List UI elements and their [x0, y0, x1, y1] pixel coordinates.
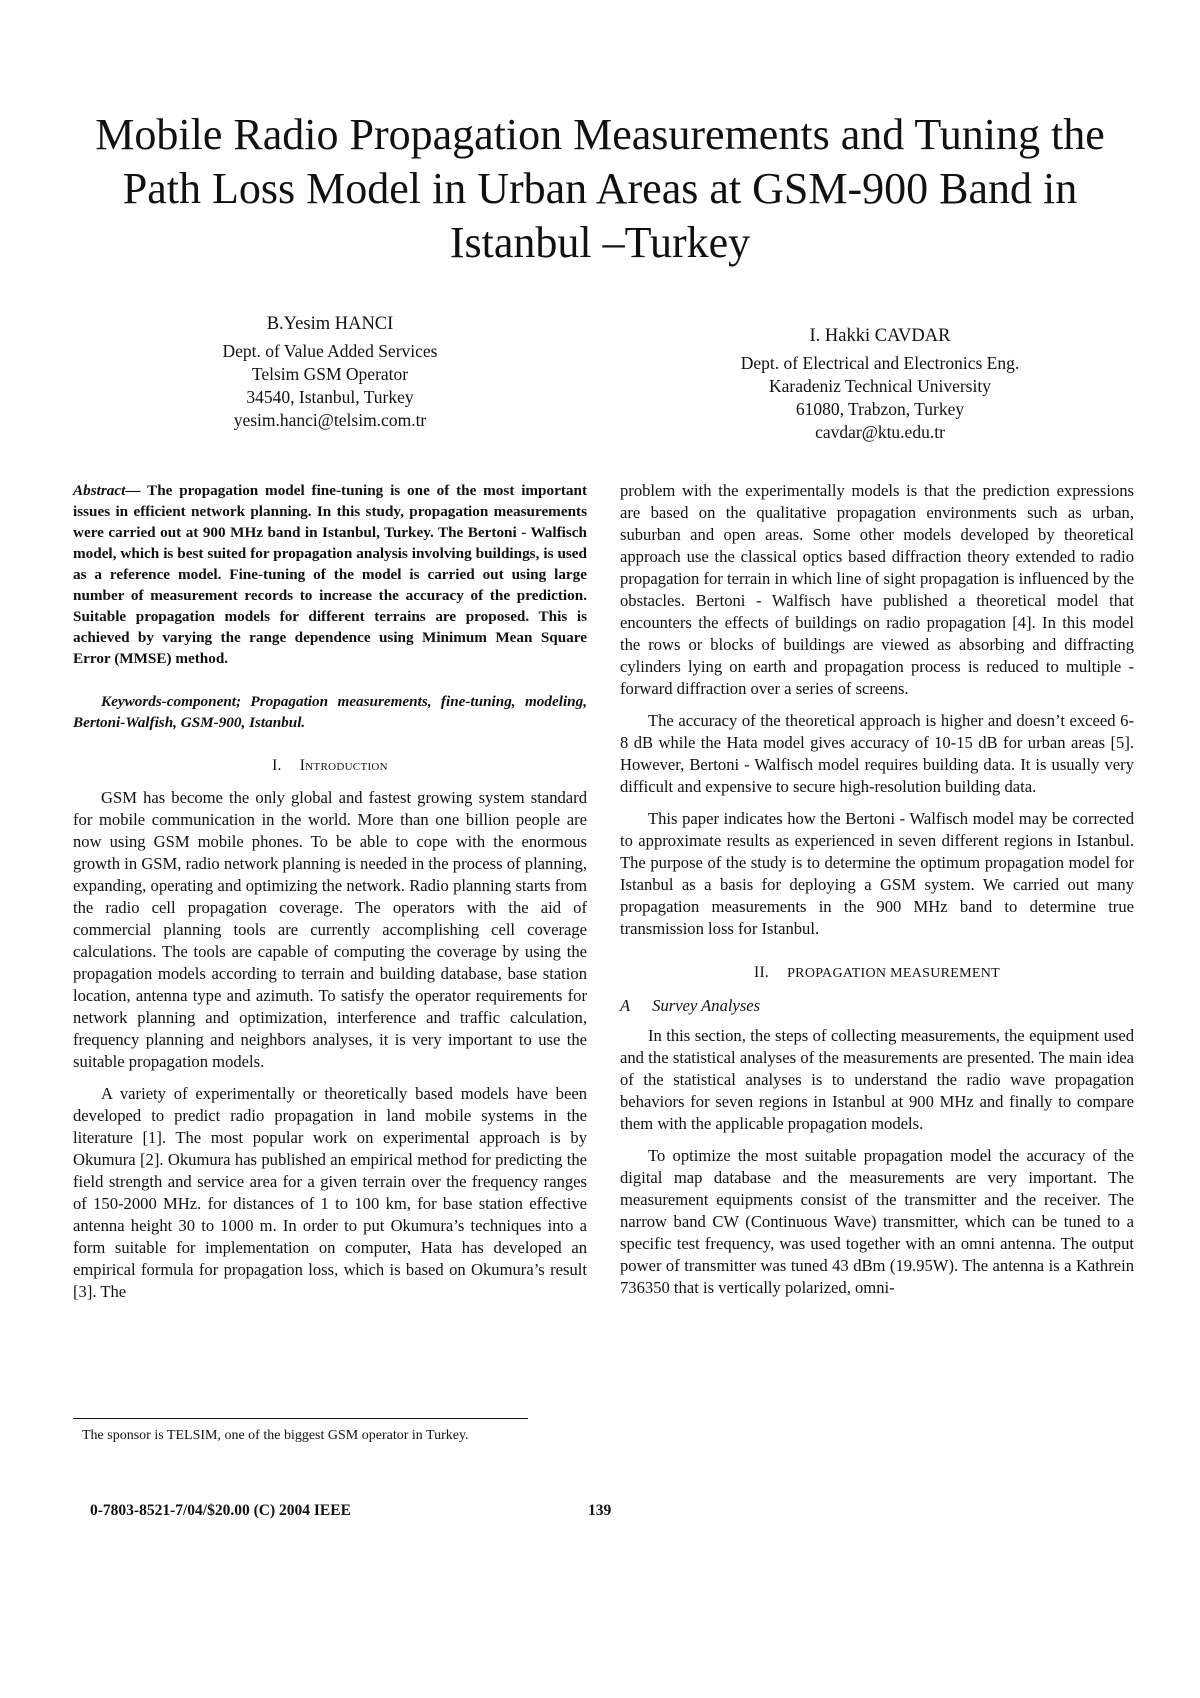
section-heading-propagation — [620, 962, 1134, 985]
paragraph: To optimize the most suitable propagation model the accuracy of the digital map database and the measurements are very important. The measurement equipments consist of the transmitter and the receiver. The narrow band CW (Continuous Wave) transmitter, which can be tuned to a specific test frequency, was used together with an omni antenna. The output power of transmitter was tuned 43 dBm (19.95W). The antenna is a Kathrein 736350 that is vertically polarized, omni- — [620, 1146, 1134, 1297]
section-heading-introduction — [73, 755, 587, 777]
section-title: PROPAGATION MEASUREMENT — [787, 966, 1001, 981]
author-name: I. Hakki CAVDAR — [809, 326, 951, 346]
footer-copyright-id: 0-7803-8521-7/04/$20.00 (C) 2004 IEEE — [90, 1502, 351, 1519]
paragraph: This paper indicates how the Bertoni - Walfisch model may be corrected to approximate results as experienced in seven different regions in Istanbul. The purpose of the study is to determine the optimum propagation model for Istanbul as a basis for deploying a GSM system. We carried out many propagation measurements in the 900 MHz band to determine true transmission loss for Istanbul. — [620, 809, 1134, 938]
paragraph: In this section, the steps of collecting measurements, the equipment used and the statistical analyses of the measurements are presented. The main idea of the statistical analyses is to understand the radio wave propagation behaviors for seven regions in Istanbul at 900 MHz and finally to compare them with the applicable propagation models. — [620, 1026, 1134, 1133]
author-email: yesim.hanci@telsim.com.tr — [233, 410, 427, 430]
abstract-lead: Abstract— — [73, 482, 141, 499]
paragraph: GSM has become the only global and fastest growing system standard for mobile communication in the world. More than one billion people are now using GSM mobile phones. To be able to cope with the enormous growth in GSM, radio network planning is needed in the process of planning, expanding, operating and optimizing the network. Radio planning starts from the radio cell propagation coverage. The operators with the aid of commercial planning tools are currently accomplishing cell coverage calculations. The tools are capable of computing the coverage by using the propagation models according to terrain and building database, base station location, antenna type and azimuth. To satisfy the operator requirements for network planning and optimization, interference and traffic calculation, frequency planning and neighbors analyses, it is very important to use the suitable propagation models. — [73, 788, 587, 1071]
section-number: II. — [753, 964, 770, 981]
author-email: cavdar@ktu.edu.tr — [815, 422, 945, 442]
footnote: The sponsor is TELSIM, one of the biggest GSM operator in Turkey. — [82, 1428, 469, 1443]
author-dept: Dept. of Electrical and Electronics Eng. — [740, 353, 1020, 373]
abstract-text: The propagation model fine-tuning is one of the most important issues in efficient network planning. In this study, propagation measurements were carried out at 900 MHz band in Istanbul, Turkey. The Bertoni - Walfisch model, which is best suited for propagation analysis involving buildings, is used as a reference model. Fine-tuning of the model is carried out using large number of measurement records to increase the accuracy of the prediction. Suitable propagation models for different terrains are proposed. This is achieved by varying the range dependence using Minimum Mean Square Error (MMSE) method. — [73, 482, 587, 667]
author-name: B.Yesim HANCI — [266, 314, 394, 334]
section-title: Introduction — [299, 757, 388, 774]
paragraph: A variety of experimentally or theoretically based models have been developed to predict radio propagation in land mobile systems in the literature [1]. The most popular work on experimental approach is by Okumura [2]. Okumura has published an empirical method for predicting the field strength and service area for a given terrain over the frequency ranges of 150-2000 MHz. for distances of 1 to 100 km, for base station effective antenna height 30 to 1000 m. In order to put Okumura’s techniques into a form suitable for implementation on computer, Hata has developed an empirical formula for propagation loss, which is based on Okumura’s result [3]. The — [73, 1084, 587, 1301]
footnote-divider — [73, 1418, 528, 1419]
subsection-title: Survey Analyses — [652, 996, 761, 1015]
author-block-1 — [170, 313, 490, 432]
author-address: 61080, Trabzon, Turkey — [795, 399, 965, 419]
subsection-heading-survey — [620, 995, 1134, 1017]
paper-title: Mobile Radio Propagation Measurements and Tuning the Path Loss Model in Urban Areas at GSM-900 Band in Istanbul –Turkey — [95, 110, 1105, 267]
author-block-2 — [680, 325, 1080, 444]
abstract — [73, 480, 587, 669]
author-address: 34540, Istanbul, Turkey — [246, 387, 414, 407]
author-dept: Dept. of Value Added Services — [222, 341, 438, 361]
author-org: Karadeniz Technical University — [769, 376, 991, 396]
paragraph: The accuracy of the theoretical approach is higher and doesn’t exceed 6-8 dB while the Hata model gives accuracy of 10-15 dB for urban areas [5]. However, Bertoni - Walfisch model requires building data. It is usually very difficult and expensive to secure high-resolution building data. — [620, 711, 1134, 796]
right-column — [620, 480, 1134, 1309]
left-column — [73, 480, 587, 1313]
paragraph: problem with the experimentally models is that the prediction expressions are based on the qualitative propagation environments such as urban, suburban and open areas. Some other models developed by theoretical approach use the classical optics based diffraction theory extended to radio propagation for terrain in which line of sight propagation is influenced by the obstacles. Bertoni - Walfisch have published a theoretical model that encounters the effects of buildings on radio propagation [4]. In this model the rows or blocks of buildings are viewed as absorbing and diffracting cylinders lying on earth and propagation process is reduced to multiple - forward diffraction over a series of screens. — [620, 481, 1134, 698]
page-number: 139 — [588, 1502, 612, 1519]
section-number: I. — [272, 757, 282, 774]
author-org: Telsim GSM Operator — [251, 364, 409, 384]
keywords: Keywords-component; Propagation measurements, fine-tuning, modeling, Bertoni-Walfish, GSM-900, Istanbul. — [73, 693, 587, 731]
subsection-letter: A — [620, 996, 631, 1015]
